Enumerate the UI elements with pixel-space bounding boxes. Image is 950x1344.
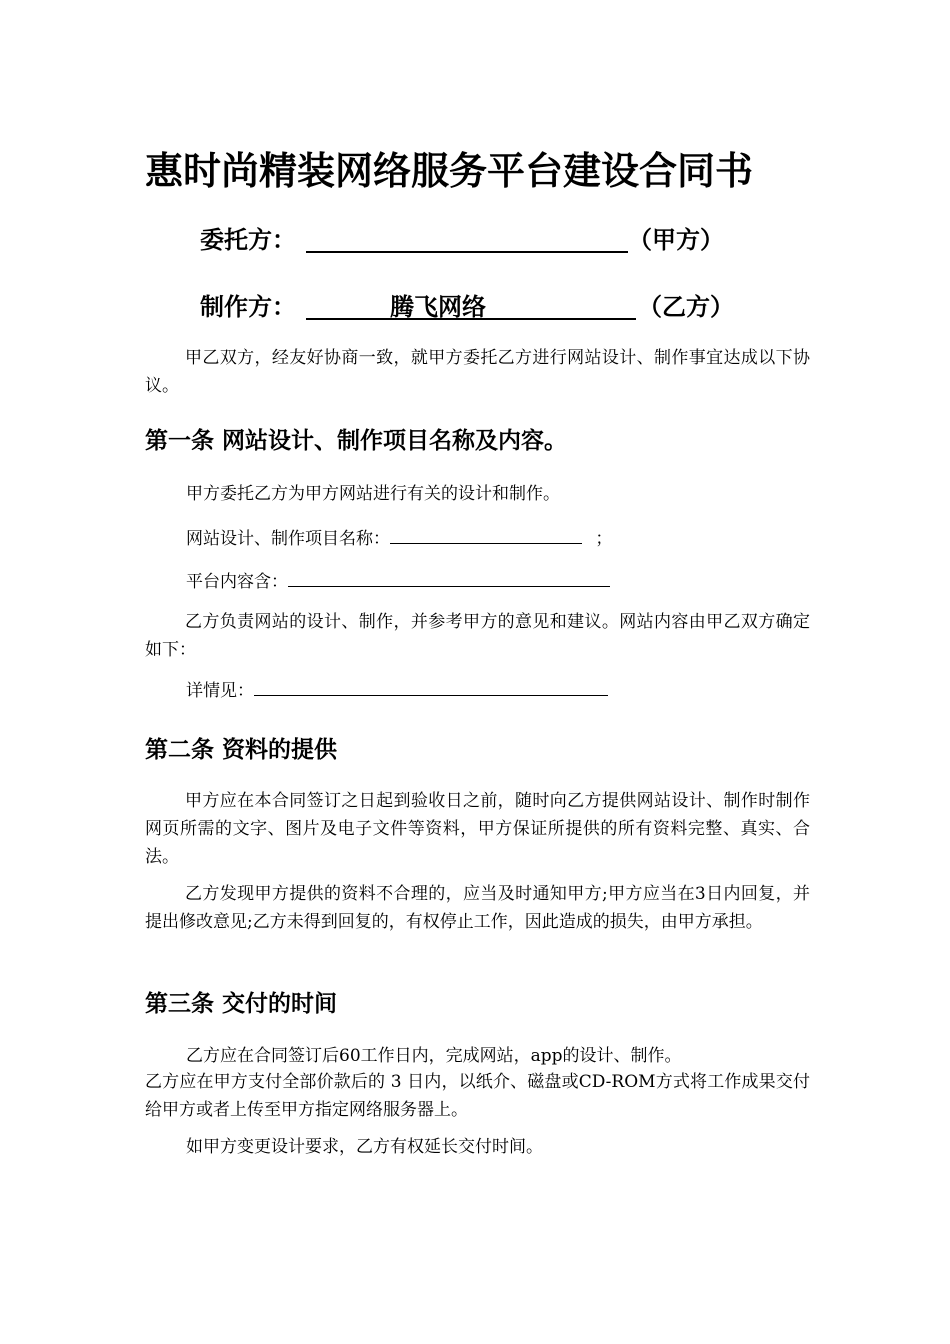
article2-p2: 乙方发现甲方提供的资料不合理的，应当及时通知甲方;甲方应当在3日内回复，并提出修改意见;乙方未得到回复的，有权停止工作，因此造成的损失，由甲方承担。	[145, 884, 810, 932]
article1-p2: 乙方负责网站的设计、制作，并参考甲方的意见和建议。网站内容由甲乙双方确定如下：	[145, 612, 810, 660]
contract-title: 惠时尚精装网络服务平台建设合同书	[145, 149, 754, 193]
project-name-end: ；	[595, 529, 613, 549]
platform-content-label: 平台内容含：	[186, 572, 288, 592]
producer-suffix: （乙方）	[638, 293, 734, 321]
article1-p1: 甲方委托乙方为甲方网站进行有关的设计和制作。	[186, 484, 560, 504]
details-label: 详情见：	[186, 681, 254, 701]
details-row	[186, 676, 608, 705]
client-row	[200, 220, 760, 260]
producer-row	[200, 287, 760, 327]
article3-heading: 第三条 交付的时间	[145, 991, 338, 1017]
article3-p2: 乙方应在甲方支付全部价款后的 3 日内，以纸介、磁盘或CD-ROM方式将工作成果交付给甲方或者上传至甲方指定网络服务器上。	[145, 1072, 810, 1120]
producer-value: 腾飞网络	[390, 293, 486, 321]
project-name-row	[186, 524, 612, 553]
client-label: 委托方：	[200, 226, 296, 254]
article2-p1: 甲方应在本合同签订之日起到验收日之前，随时向乙方提供网站设计、制作时制作网页所需的文字、图片及电子文件等资料，甲方保证所提供的所有资料完整、真实、合法。	[145, 791, 810, 867]
client-blank-line	[306, 251, 628, 253]
details-blank	[254, 676, 608, 696]
client-suffix: （甲方）	[628, 226, 724, 254]
platform-content-blank	[288, 567, 610, 587]
producer-label: 制作方：	[200, 293, 296, 321]
platform-content-row	[186, 567, 610, 596]
project-name-blank	[390, 524, 582, 544]
article2-heading: 第二条 资料的提供	[145, 737, 338, 763]
article3-p1: 乙方应在合同签订后60工作日内，完成网站，app的设计、制作。	[186, 1046, 682, 1066]
article1-heading: 第一条 网站设计、制作项目名称及内容。	[145, 428, 568, 454]
article3-p3: 如甲方变更设计要求，乙方有权延长交付时间。	[186, 1137, 543, 1157]
intro-paragraph: 甲乙双方，经友好协商一致，就甲方委托乙方进行网站设计、制作事宜达成以下协议。	[145, 348, 810, 396]
project-name-label: 网站设计、制作项目名称：	[186, 529, 390, 549]
